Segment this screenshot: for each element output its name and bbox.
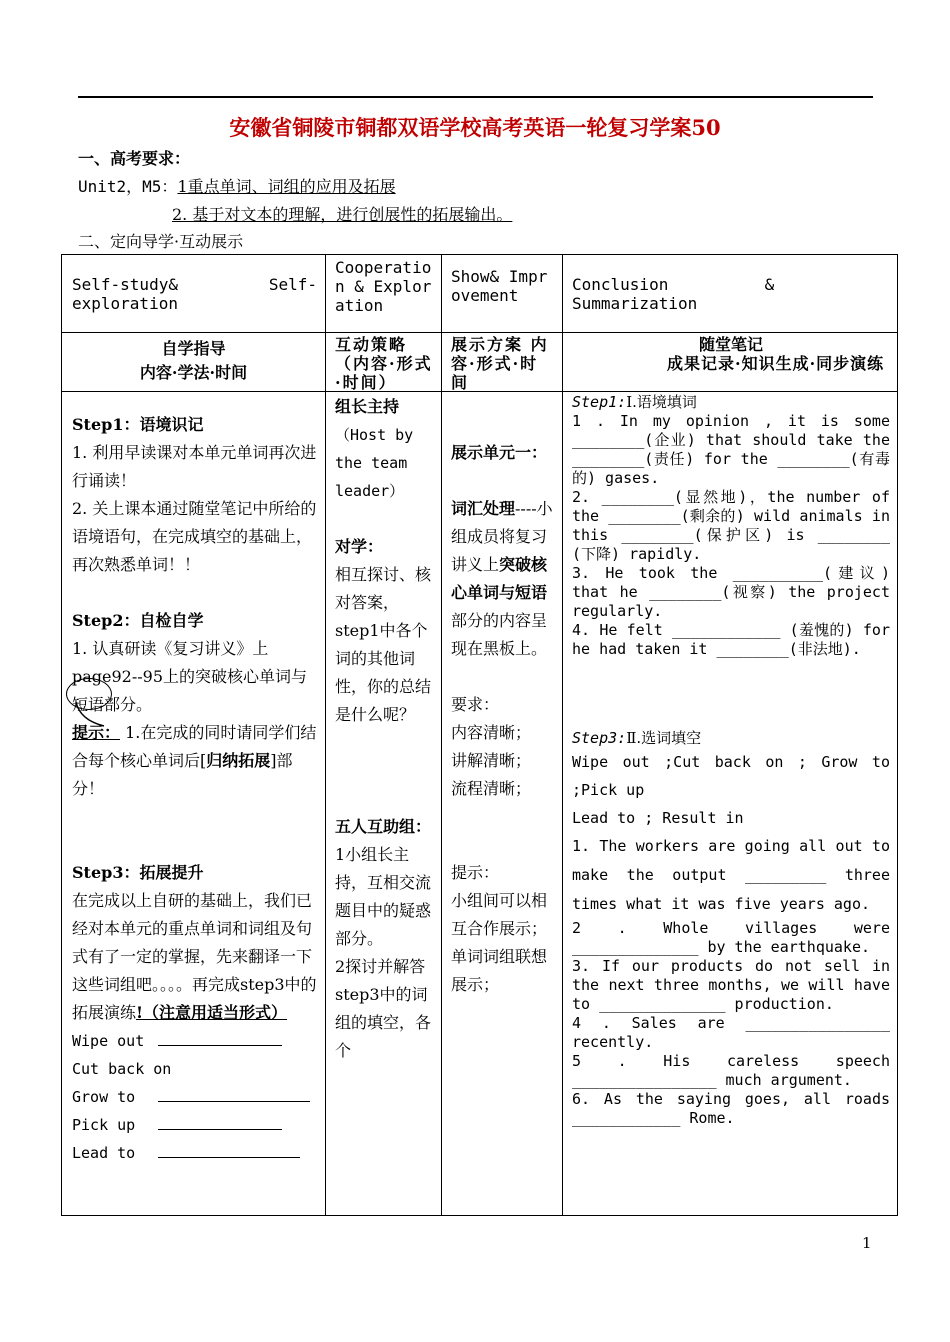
show-unit: 展示单元一：	[451, 443, 548, 462]
requirement-1-text: 1重点单词、词组的应用及拓展	[177, 177, 396, 196]
answer-blank[interactable]	[158, 1143, 300, 1158]
phrase-item	[72, 1111, 320, 1139]
phrase-label: Wipe out	[72, 1032, 145, 1050]
header-show: Show& Improvement	[451, 267, 548, 305]
row-divider	[62, 332, 897, 333]
subheader-strategy: 互动策略（内容·形式·时间）	[335, 335, 433, 392]
column-divider	[325, 255, 326, 1215]
show-req-1: 内容清晰；	[451, 723, 532, 742]
coop-group-1: 1小组长主持，互相交流题目中的疑惑部分。	[335, 845, 432, 948]
show-vocab-title: 词汇处理	[451, 499, 516, 518]
phrase-item	[72, 1027, 320, 1055]
choice-question: 3. If our products do not sell in the next three months, we will have to ______________ production.	[572, 957, 890, 1013]
show-vocab-end: 部分的内容呈现在黑板上。	[451, 611, 548, 658]
show-content	[451, 439, 556, 999]
subheader-guide-sub: 内容·学法·时间	[139, 363, 248, 382]
step2-title: Step2：自检自学	[72, 611, 204, 630]
section-guided-study: 二、定向导学·互动展示	[78, 232, 244, 251]
show-req-2: 讲解清晰；	[451, 751, 532, 770]
show-hint-1: 小组间可以相互合作展示；	[451, 891, 548, 938]
show-hint-2: 单词词组联想展示；	[451, 947, 548, 994]
notes-content	[572, 393, 890, 1128]
header-self-study: Self-study& Self-exploration	[72, 275, 317, 313]
phrase-item	[72, 1055, 320, 1083]
step2-item-1: 1. 认真研读《复习讲义》上page92--95上的突破核心单词与短语部分。	[72, 639, 308, 714]
hint-bold: 归纳拓展	[206, 751, 271, 770]
top-rule	[78, 96, 873, 98]
coop-group: 五人互助组：	[335, 817, 432, 836]
choice-question: 1. The workers are going all out to make the output _________ three times what it was five years ago.	[572, 837, 890, 913]
section-requirements: 一、高考要求：	[78, 149, 191, 168]
hint	[72, 719, 320, 803]
subheader-plan: 展示方案 内容·形式·时间	[451, 335, 549, 392]
step3-heading-text: Ⅱ.选词填空	[626, 729, 702, 747]
phrase-item	[72, 1139, 320, 1167]
page-number: 1	[862, 1234, 872, 1252]
answer-blank[interactable]	[158, 1115, 282, 1130]
show-vocab	[451, 495, 556, 663]
hint-text: 1.在完成的同时请同学们结合每个核心单词后[	[72, 723, 317, 770]
phrase-item	[72, 1083, 320, 1111]
step1-label: Step1:	[572, 393, 627, 411]
fill-sentence: 1 . In my opinion , it is some ________(企业) that should take the ________(责任) for the ________(有毒的) gases.	[572, 412, 890, 487]
subheader-guide-title: 自学指导	[161, 339, 226, 358]
coop-group-2: 2探讨并解答step3中的词组的填空，各个	[335, 957, 432, 1060]
handwritten-arrow-mark	[74, 700, 114, 730]
cooperation-content	[335, 393, 435, 1065]
requirement-prefix: Unit2，M5：	[78, 177, 178, 196]
requirement-2: 2. 基于对文本的理解，进行创展性的拓展输出。	[172, 205, 513, 224]
step3-text: 在完成以上自研的基础上，我们已经对本单元的重点单词和词组及句式有了一定的掌握，先来翻译一下这些词组吧。。。。再完成step3中的拓展演练	[72, 891, 317, 1022]
subheader-notes-title: 随堂笔记	[698, 335, 763, 354]
coop-pair-text: 相互探讨、核对答案，step1中各个词的其他词性，你的总结是什么呢？	[335, 565, 432, 724]
subheader-notes-sub: 成果记录·知识生成·同步演练	[667, 354, 885, 373]
self-study-content	[72, 411, 320, 1167]
step3-label: Step3:	[572, 729, 627, 747]
step1-heading-text: Ⅰ.语境填词	[626, 393, 697, 411]
show-req-3: 流程清晰；	[451, 779, 532, 798]
phrase-label: Pick up	[72, 1116, 136, 1134]
word-options: Lead to ; Result in	[572, 809, 744, 827]
word-options: Wipe out ;Cut back on ; Grow to ;Pick up	[572, 753, 890, 799]
header-conclusion: Conclusion & Summarization	[572, 275, 775, 313]
show-vocab-text: ----小组成员将复习讲义上	[451, 499, 553, 574]
step3-title: Step3：拓展提升	[72, 863, 204, 882]
coop-host: 组长主持	[335, 397, 400, 416]
study-table	[61, 254, 898, 1216]
column-divider	[562, 255, 563, 1215]
step1-heading	[572, 393, 890, 412]
subheader-notes	[572, 335, 890, 373]
choice-question: 5 . His careless speech ________________ much argument.	[572, 1052, 890, 1089]
answer-blank[interactable]	[158, 1031, 282, 1046]
coop-host-en: （Host by the team leader）	[335, 426, 414, 500]
phrase-list	[72, 1027, 320, 1167]
show-req-title: 要求：	[451, 695, 500, 714]
phrase-label: Cut back on	[72, 1060, 172, 1078]
choice-question: 4 . Sales are ________________ recently.	[572, 1014, 890, 1051]
subheader-guide	[62, 337, 325, 385]
step3-note: !（注意用适当形式）	[136, 1003, 288, 1022]
coop-pair: 对学：	[335, 537, 384, 556]
step3-paragraph	[72, 887, 320, 1027]
choice-question: 2 . Whole villages were ______________ by the earthquake.	[572, 919, 890, 956]
answer-blank[interactable]	[158, 1087, 310, 1102]
page-title: 安徽省铜陵市铜都双语学校高考英语一轮复习学案50	[229, 115, 721, 140]
fill-sentence: 3. He took the __________(建议) that he ________(视察) the project regularly.	[572, 564, 890, 620]
show-hint-title: 提示：	[451, 863, 500, 882]
column-divider	[441, 255, 442, 1215]
fill-sentence: 4. He felt ____________ (羞愧的) for he had taken it ________(非法地).	[572, 621, 890, 658]
hint-label: 提示：	[72, 723, 121, 742]
show-vocab-bold: 突破核心单词与短语	[451, 555, 548, 602]
requirement-1	[78, 174, 396, 197]
phrase-label: Lead to	[72, 1144, 136, 1162]
choice-question: 6. As the saying goes, all roads ____________ Rome.	[572, 1090, 890, 1127]
header-cooperation: Cooperation & Exploration	[335, 258, 432, 315]
step1-item-1: 1. 利用早读课对本单元单词再次进行诵读！	[72, 443, 317, 490]
step1-item-2: 2. 关上课本通过随堂笔记中所给的语境语句，在完成填空的基础上，再次熟悉单词！！	[72, 499, 317, 574]
hint-end: ]部分！	[72, 751, 293, 798]
phrase-label: Grow to	[72, 1088, 136, 1106]
step1-title: Step1：语境识记	[72, 415, 204, 434]
fill-sentence: 2. ________(显然地)，the number of the ________(剩余的) wild animals in this ________(保护区) is ________ (下降) rapidly.	[572, 488, 890, 563]
step3-heading	[572, 729, 890, 748]
